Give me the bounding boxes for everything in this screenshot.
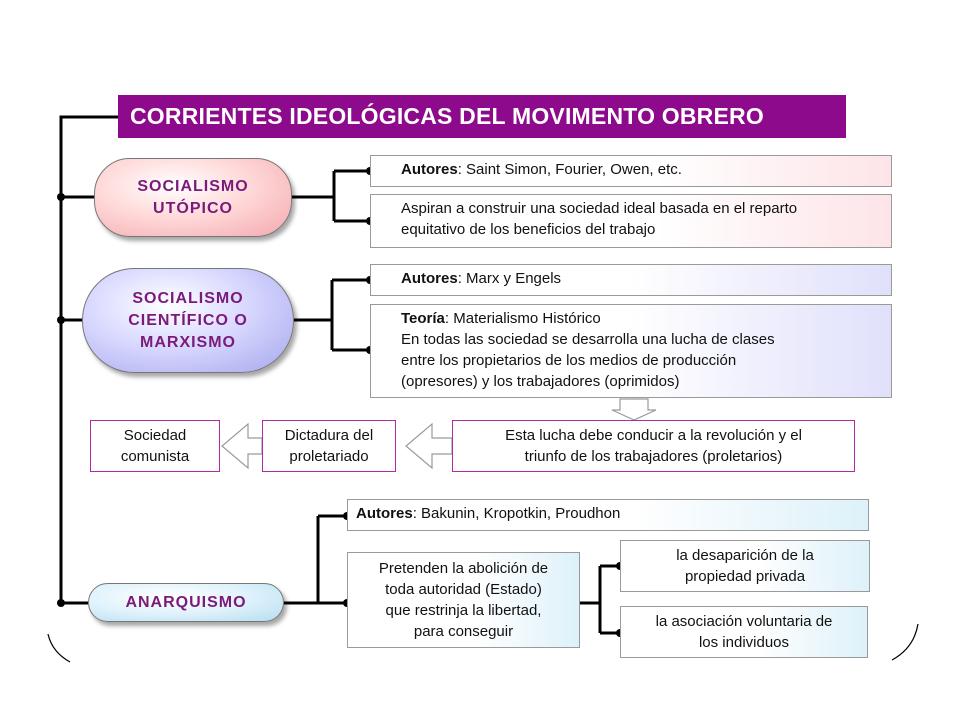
theory-line: entre los propietarios de los medios de producción xyxy=(401,352,737,369)
authors-label: Autores xyxy=(401,161,458,178)
aim-line: Aspiran a construir una sociedad ideal basada en el reparto xyxy=(401,200,798,217)
theory-text: : Materialismo Histórico xyxy=(444,310,601,327)
goal-voluntary-association-box xyxy=(620,606,868,658)
node-label-line: SOCIALISMO xyxy=(132,289,244,307)
communist-line: comunista xyxy=(120,448,190,465)
node-label-line: CIENTÍFICO O xyxy=(128,311,248,329)
utopico-authors-box xyxy=(370,155,892,187)
aim-line: Pretenden la abolición de xyxy=(378,560,549,577)
authors-text: : Marx y Engels xyxy=(457,270,562,287)
theory-line: (opresores) y los trabajadores (oprimidos) xyxy=(401,373,680,390)
goal-private-property-box xyxy=(620,540,870,592)
goal-line: los individuos xyxy=(698,634,790,651)
struggle-box xyxy=(452,420,855,472)
anarquismo-node xyxy=(88,583,284,622)
communist-society-box xyxy=(90,420,220,472)
left-arrow-icon xyxy=(406,424,452,468)
aim-line: que restrinja la libertad, xyxy=(385,602,542,619)
anarquismo-authors-box xyxy=(347,499,869,531)
utopico-aim-box xyxy=(370,194,892,248)
struggle-line: triunfo de los trabajadores (proletarios) xyxy=(524,448,783,465)
cientifico-authors-box xyxy=(370,264,892,296)
authors-label: Autores xyxy=(356,505,413,522)
socialismo-cientifico-node xyxy=(82,268,294,373)
dictatorship-line: proletariado xyxy=(289,448,369,465)
authors-label: Autores xyxy=(401,270,458,287)
node-label-line: UTÓPICO xyxy=(153,199,233,217)
node-label-line: MARXISMO xyxy=(140,333,236,351)
authors-text: : Bakunin, Kropotkin, Proudhon xyxy=(412,505,621,522)
goal-line: la desaparición de la xyxy=(676,547,814,564)
aim-line: toda autoridad (Estado) xyxy=(385,581,542,598)
cientifico-theory-box xyxy=(370,304,892,398)
goal-line: propiedad privada xyxy=(684,568,806,585)
down-arrow-icon xyxy=(612,399,656,420)
communist-line: Sociedad xyxy=(123,427,187,444)
aim-line: equitativo de los beneficios del trabajo xyxy=(401,221,656,238)
socialismo-utopico-node xyxy=(94,158,292,237)
theory-line: En todas las sociedad se desarrolla una lucha de clases xyxy=(401,331,775,348)
theory-label: Teoría xyxy=(401,310,445,327)
anarquismo-aim-box xyxy=(347,552,580,648)
struggle-line: Esta lucha debe conducir a la revolución y el xyxy=(505,427,802,444)
dictatorship-box xyxy=(262,420,396,472)
page-title: CORRIENTES IDEOLÓGICAS DEL MOVIMENTO OBRERO xyxy=(118,95,846,138)
aim-line: para conseguir xyxy=(413,623,514,640)
node-label-line: SOCIALISMO xyxy=(137,177,249,195)
authors-text: : Saint Simon, Fourier, Owen, etc. xyxy=(457,161,682,178)
left-arrow-icon xyxy=(222,424,262,468)
node-label: ANARQUISMO xyxy=(125,593,247,611)
goal-line: la asociación voluntaria de xyxy=(655,613,833,630)
dictatorship-line: Dictadura del xyxy=(284,427,374,444)
